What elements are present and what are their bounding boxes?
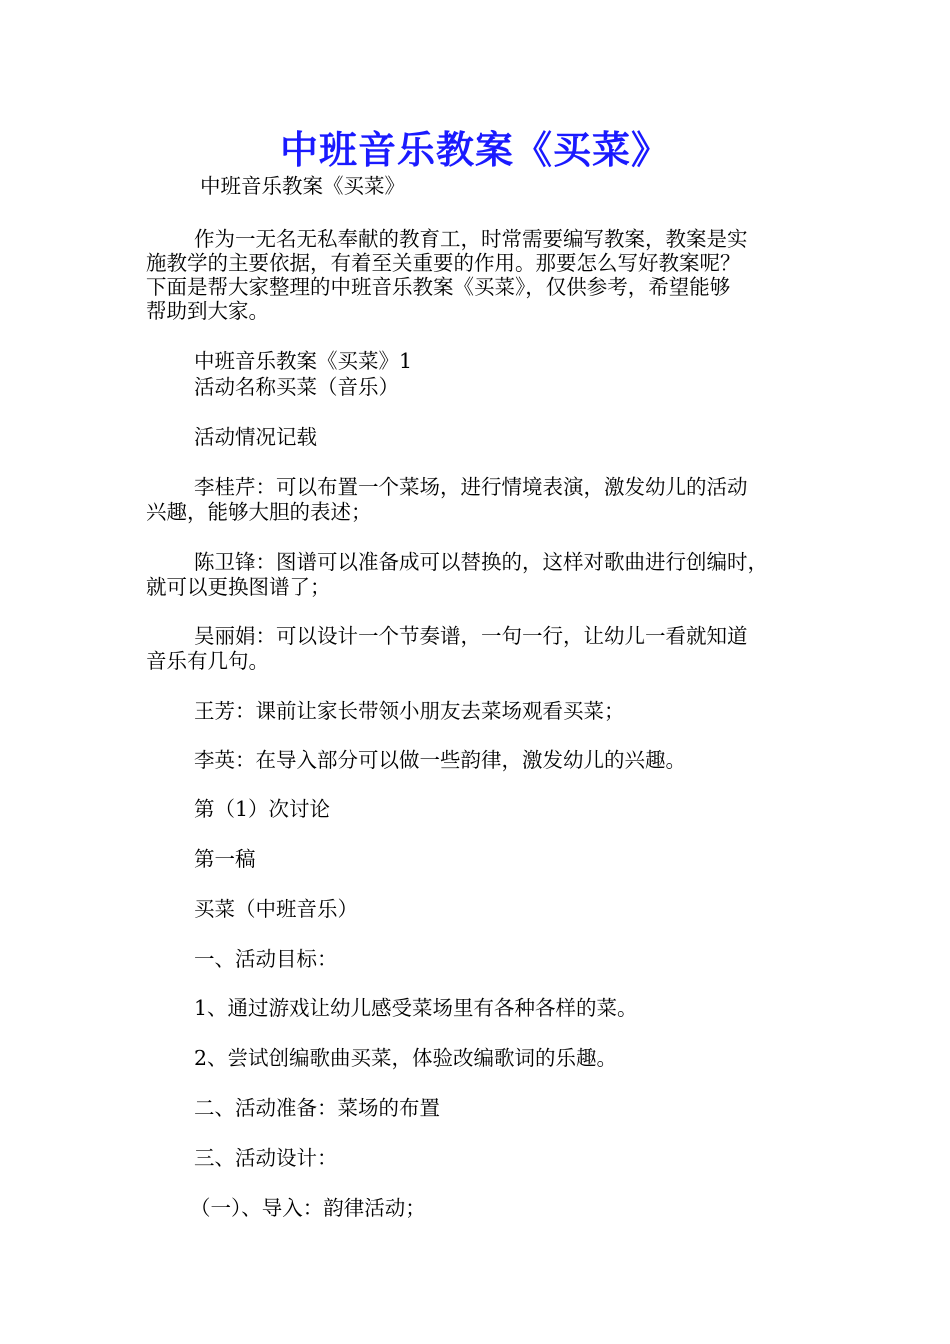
comment-1-line-1: 李桂芹：可以布置一个菜场，进行情境表演，激发幼儿的活动 (194, 475, 748, 499)
lesson-title: 买菜（中班音乐） (194, 897, 358, 921)
design-heading: 三、活动设计： (194, 1146, 338, 1170)
document-title: 中班音乐教案《买菜》 (279, 127, 670, 172)
preparation: 二、活动准备：菜场的布置 (194, 1096, 440, 1120)
design-step-1: （一）、导入：韵律活动； (190, 1196, 426, 1220)
intro-line-1: 作为一无名无私奉献的教育工，时常需要编写教案，教案是实 (194, 227, 748, 251)
comment-3-line-1: 吴丽娟：可以设计一个节奏谱，一句一行，让幼儿一看就知道 (194, 624, 748, 648)
discussion-label: 第（1）次讨论 (194, 797, 331, 821)
subtitle: 中班音乐教案《买菜》 (200, 174, 405, 198)
goal-item-2: 2、尝试创编歌曲买菜，体验改编歌词的乐趣。 (194, 1046, 618, 1070)
intro-line-4: 帮助到大家。 (146, 299, 269, 323)
comment-3-line-2: 音乐有几句。 (146, 649, 269, 673)
goal-item-1: 1、通过游戏让幼儿感受菜场里有各种各样的菜。 (194, 996, 638, 1020)
draft-label: 第一稿 (194, 847, 256, 871)
comment-2-line-2: 就可以更换图谱了； (146, 575, 331, 599)
intro-line-2: 施教学的主要依据，有着至关重要的作用。那要怎么写好教案呢？ (146, 251, 741, 275)
section-heading: 中班音乐教案《买菜》1 (194, 349, 413, 373)
comment-1-line-2: 兴趣，能够大胆的表述； (146, 500, 372, 524)
comment-5: 李英：在导入部分可以做一些韵律，激发幼儿的兴趣。 (194, 748, 686, 772)
goals-heading: 一、活动目标： (194, 947, 338, 971)
record-heading: 活动情况记载 (194, 425, 317, 449)
activity-name: 活动名称买菜（音乐） (194, 375, 399, 399)
comment-4: 王芳：课前让家长带领小朋友去菜场观看买菜； (194, 699, 625, 723)
intro-line-3: 下面是帮大家整理的中班音乐教案《买菜》，仅供参考，希望能够 (146, 275, 731, 299)
comment-2-line-1: 陈卫锋：图谱可以准备成可以替换的，这样对歌曲进行创编时， (194, 550, 768, 574)
